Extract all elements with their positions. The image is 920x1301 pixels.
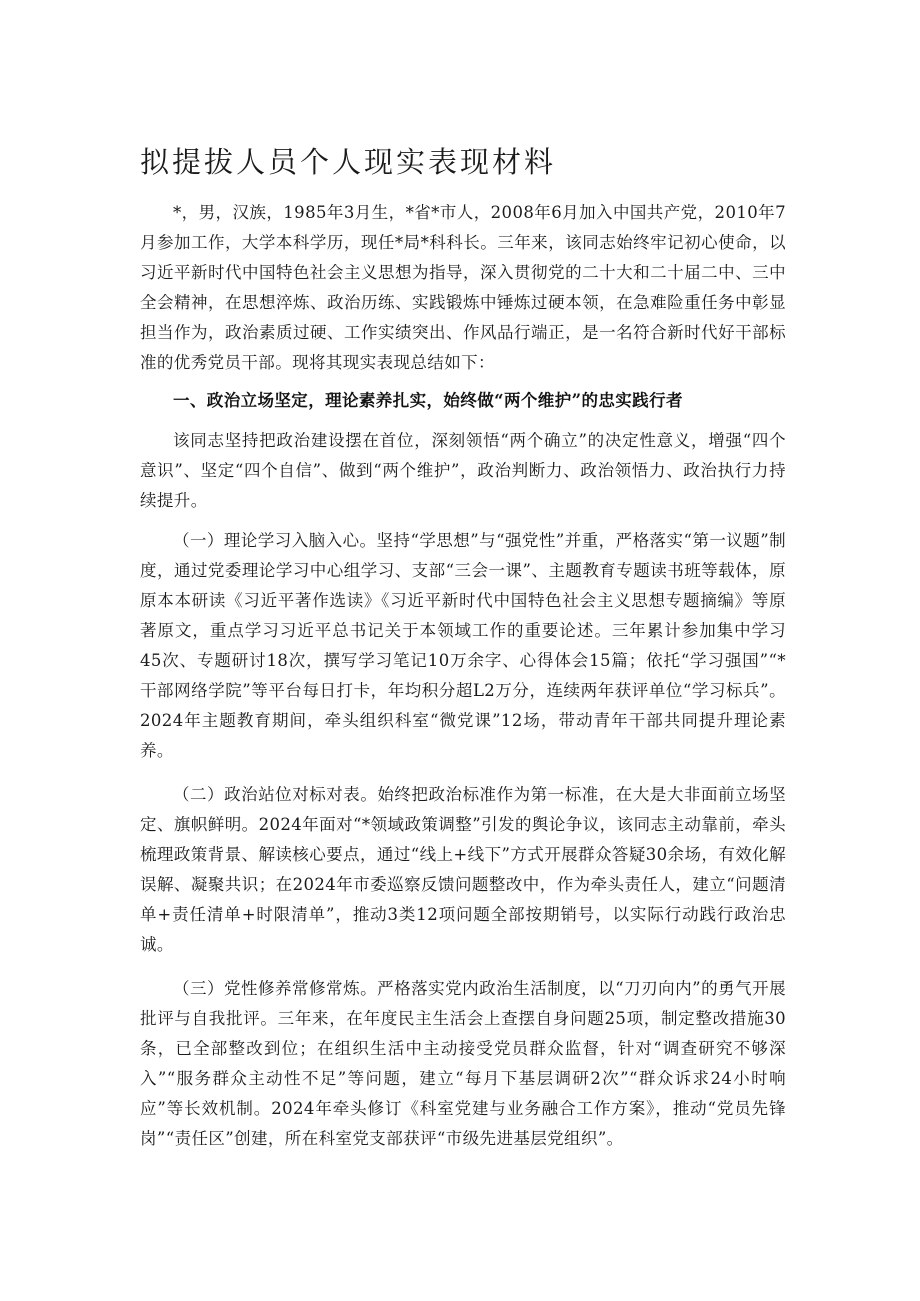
item-3-paragraph: （三）党性修养常修常炼。严格落实党内政治生活制度，以“刀刃向内”的勇气开展批评与自我批评。三年来，在年度民主生活会上查摆自身问题25项，制定整改措施30条，已全部整改到位；在组织生活中主动接受党员群众监督，针对“调查研究不够深入”“服务群众主动性不足”等问题，建立“每月下基层调研2次”“群众诉求24小时响应”等长效机制。2024年牵头修订《科室党建与业务融合工作方案》，推动“党员先锋岗”“责任区”创建，所在科室党支部获评“市级先进基层党组织”。 <box>140 979 786 1148</box>
item-2-paragraph: （二）政治站位对标对表。始终把政治标准作为第一标准，在大是大非面前立场坚定、旗帜鲜明。2024年面对“*领域政策调整”引发的舆论争议，该同志主动靠前，牵头梳理政策背景、解读核心要点，通过“线上+线下”方式开展群众答疑30余场，有效化解误解、凝聚共识；在2024年市委巡察反馈问题整改中，作为牵头责任人，建立“问题清单+责任清单+时限清单”，推动3类12项问题全部按期销号，以实际行动践行政治忠诚。 <box>140 785 786 954</box>
section-1-heading: 一、政治立场坚定，理论素养扎实，始终做“两个维护”的忠实践行者 <box>173 391 683 410</box>
document-body <box>140 198 786 1154</box>
document-title: 拟提拔人员个人现实表现材料 <box>140 145 557 179</box>
intro-paragraph: *，男，汉族，1985年3月生，*省*市人，2008年6月加入中国共产党，2010年7月参加工作，大学本科学历，现任*局*科科长。三年来，该同志始终牢记初心使命，以习近平新时代中国特色社会主义思想为指导，深入贯彻党的二十大和二十届二中、三中全会精神，在思想淬炼、政治历练、实践锻炼中锤炼过硬本领，在急难险重任务中彰显担当作为，政治素质过硬、工作实绩突出、作风品行端正，是一名符合新时代好干部标准的优秀党员干部。现将其现实表现总结如下： <box>140 203 786 372</box>
section-1-lead-paragraph: 该同志坚持把政治建设摆在首位，深刻领悟“两个确立”的决定性意义，增强“四个意识”、坚定“四个自信”、做到“两个维护”，政治判断力、政治领悟力、政治执行力持续提升。 <box>140 431 786 510</box>
item-1-paragraph: （一）理论学习入脑入心。坚持“学思想”与“强党性”并重，严格落实“第一议题”制度，通过党委理论学习中心组学习、支部“三会一课”、主题教育专题读书班等载体，原原本本研读《习近平著作选读》《习近平新时代中国特色社会主义思想专题摘编》等原著原文，重点学习习近平总书记关于本领域工作的重要论述。三年累计参加集中学习45次、专题研讨18次，撰写学习笔记10万余字、心得体会15篇；依托“学习强国”“*干部网络学院”等平台每日打卡，年均积分超L2万分，连续两年获评单位“学习标兵”。2024年主题教育期间，牵头组织科室“微党课”12场，带动青年干部共同提升理论素养。 <box>140 531 786 760</box>
